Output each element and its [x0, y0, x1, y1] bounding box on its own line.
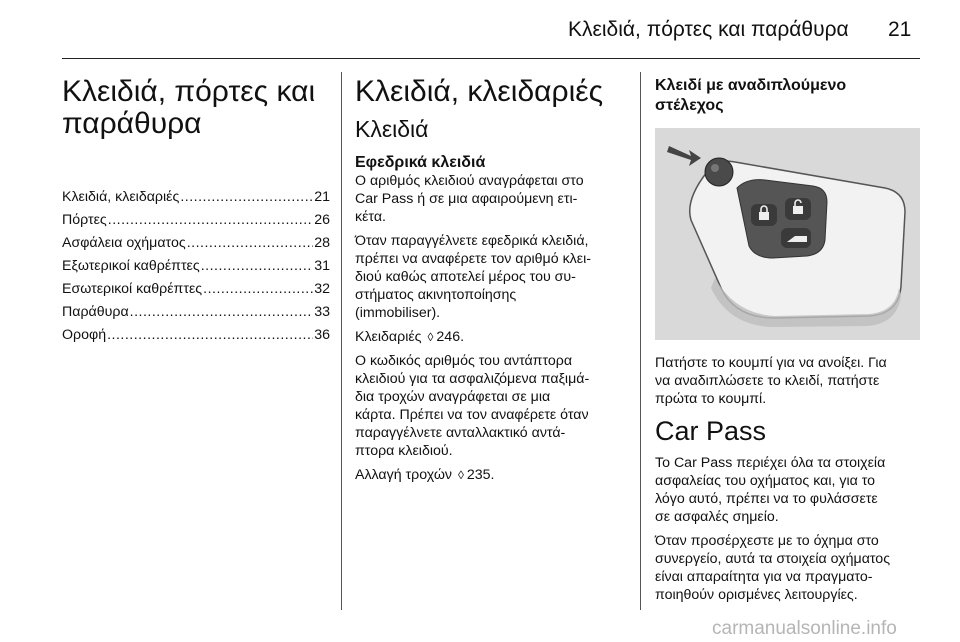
chapter-title-line1: Κλειδιά, πόρτες και	[62, 75, 316, 108]
page-reference-icon: ◊	[427, 330, 434, 344]
button-panel	[737, 180, 827, 258]
toc-entry[interactable]	[62, 324, 330, 347]
cross-reference-locks[interactable]	[355, 328, 627, 346]
running-header-title: Κλειδιά, πόρτες και παράθυρα	[568, 18, 849, 41]
page-reference-icon: ◊	[457, 468, 464, 482]
heading-line: Κλειδί με αναδιπλούμενο	[655, 77, 847, 94]
toc-label: Πόρτες	[62, 212, 107, 228]
toc-label: Εξωτερικοί καθρέπτες	[62, 258, 200, 274]
toc-entry[interactable]	[62, 232, 330, 255]
text-line: Ο αριθμός κλειδιού αναγράφεται στο	[355, 173, 584, 189]
cross-reference-wheel-change[interactable]	[355, 466, 627, 484]
toc-leader-dots	[203, 278, 313, 301]
heading-line: στέλεχος	[655, 97, 724, 114]
section-title: Κλειδιά, κλειδαριές	[355, 75, 604, 108]
spare-keys-heading: Εφεδρικά κλειδιά	[355, 154, 486, 171]
toc-entry[interactable]	[62, 278, 330, 301]
chapter-title-line2: παράθυρα	[62, 107, 202, 140]
toc-leader-dots	[187, 232, 314, 255]
text-line: είναι απαραίτητα για να πραγματο-	[655, 569, 873, 585]
chapter-column	[62, 76, 330, 347]
lock-button-icon	[751, 204, 777, 226]
text-line: πρέπει να αναφέρετε τον αριθμό κλει-	[355, 251, 591, 267]
text-line: πτορα κλειδιού.	[355, 443, 453, 459]
text-line: (immobiliser).	[355, 305, 441, 321]
text-line: ποιηθούν ορισμένες λειτουργίες.	[655, 587, 858, 603]
text-line: Όταν παραγγέλνετε εφεδρικά κλειδιά,	[355, 233, 589, 249]
column-divider-1	[341, 72, 342, 610]
toc-leader-dots	[201, 255, 314, 278]
table-of-contents	[62, 186, 330, 347]
text-line: σε ασφαλές σημείο.	[655, 509, 779, 525]
text-line: διού καθώς αποτελεί μέρος του συ-	[355, 269, 576, 285]
car-pass-paragraph-2	[655, 532, 923, 604]
chapter-title	[62, 76, 330, 140]
text-line: κέτα.	[355, 209, 386, 225]
toc-entry[interactable]	[62, 186, 330, 209]
page-number: 21	[888, 18, 912, 41]
text-line: ασφαλείας του οχήματος και, για το	[655, 473, 876, 489]
toc-label: Ασφάλεια οχήματος	[62, 235, 186, 251]
toc-leader-dots	[108, 209, 313, 232]
text-line: Όταν προσέρχεστε με το όχημα στο	[655, 533, 879, 549]
car-pass-paragraph-1	[655, 454, 923, 526]
foldable-key-column	[655, 76, 923, 610]
toc-leader-dots	[130, 301, 314, 324]
toc-label: Παράθυρα	[62, 304, 129, 320]
text-line: Το Car Pass περιέχει όλα τα στοιχεία	[655, 455, 886, 471]
reference-page: 246.	[436, 329, 465, 345]
trunk-button-icon	[781, 228, 811, 248]
toc-page-number: 26	[314, 212, 330, 228]
header-rule	[62, 58, 920, 59]
text-line: συνεργείο, αυτά τα στοιχεία οχήματος	[655, 551, 891, 567]
toc-leader-dots	[180, 186, 313, 209]
text-line: Πατήστε το κουμπί για να ανοίξει. Για	[655, 355, 887, 371]
toc-leader-dots	[107, 324, 313, 347]
text-line: δια τροχών αναγράφεται σε μια	[355, 389, 551, 405]
text-line: στήματος ακινητοποίησης	[355, 287, 517, 303]
reference-text: Κλειδαριές	[355, 329, 422, 345]
text-line: κάρτα. Πρέπει να τον αναφέρετε όταν	[355, 407, 589, 423]
keys-column	[355, 76, 627, 490]
toc-entry[interactable]	[62, 255, 330, 278]
toc-page-number: 28	[314, 235, 330, 251]
toc-label: Οροφή	[62, 327, 107, 343]
unlock-button-icon	[785, 198, 811, 220]
toc-page-number: 21	[314, 189, 330, 205]
foldable-key-heading	[655, 76, 923, 116]
toc-page-number: 36	[314, 327, 330, 343]
release-button-icon	[705, 158, 733, 186]
toc-page-number: 32	[314, 281, 330, 297]
toc-entry[interactable]	[62, 301, 330, 324]
reference-page: 235.	[466, 467, 495, 483]
toc-label: Εσωτερικοί καθρέπτες	[62, 281, 203, 297]
paragraph-adapter-code	[355, 352, 627, 460]
text-line: παραγγέλνετε ανταλλακτικό αντά-	[355, 425, 566, 441]
paragraph-ordering-keys	[355, 232, 627, 322]
text-line: Ο κωδικός αριθμός του αντάπτορα	[355, 353, 573, 369]
foldable-key-illustration	[655, 128, 920, 340]
text-line: Car Pass ή σε μια αφαιρούμενη ετι-	[355, 191, 578, 207]
car-pass-title: Car Pass	[655, 416, 767, 446]
text-line: πρώτα το κουμπί.	[655, 391, 767, 407]
text-line: λόγο αυτό, πρέπει να το φυλάσσετε	[655, 491, 878, 507]
toc-entry[interactable]	[62, 209, 330, 232]
text-line: κλειδιού για τα ασφαλιζόμενα παξιμά-	[355, 371, 590, 387]
press-arrow-icon	[667, 146, 701, 166]
column-divider-2	[640, 72, 641, 610]
toc-page-number: 31	[314, 258, 330, 274]
subsection-title: Κλειδιά	[355, 116, 429, 142]
foldable-key-caption	[655, 354, 923, 408]
reference-text: Αλλαγή τροχών	[355, 467, 452, 483]
text-line: να αναδιπλώσετε το κλειδί, πατήστε	[655, 373, 880, 389]
toc-label: Κλειδιά, κλειδαριές	[62, 189, 180, 205]
watermark: carmanualsonline.info	[712, 618, 897, 639]
toc-page-number: 33	[314, 304, 330, 320]
key-fob-drawing	[655, 128, 920, 340]
paragraph-key-number	[355, 172, 627, 226]
